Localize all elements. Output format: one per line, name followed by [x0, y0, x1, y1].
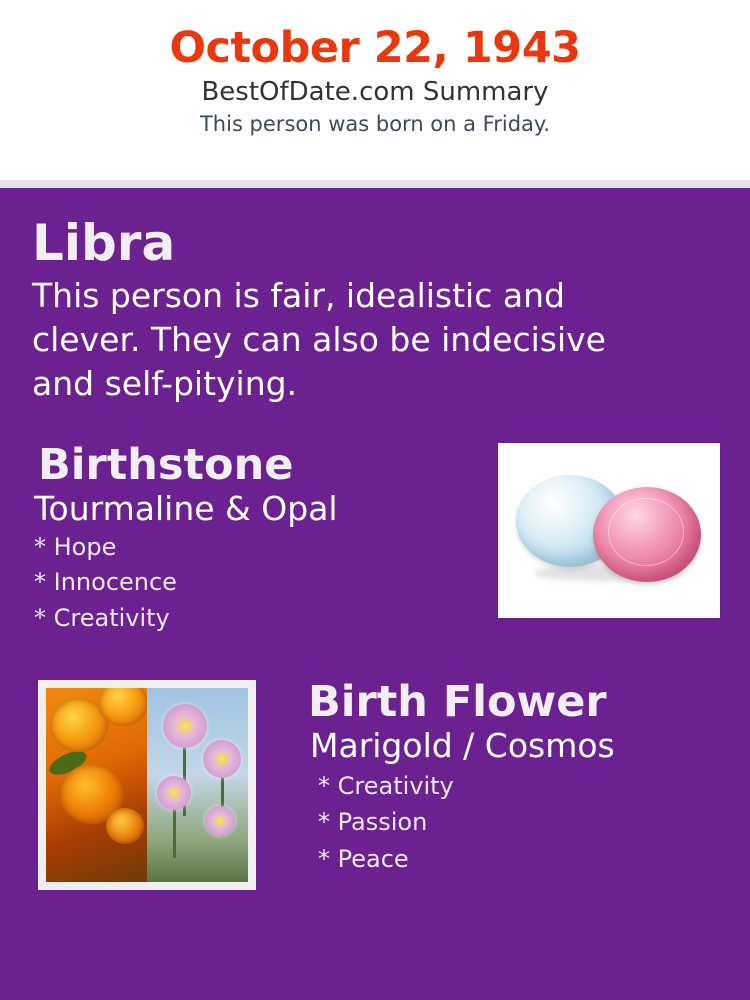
- birthflower-section: [30, 676, 720, 910]
- birthstone-title: Birthstone: [38, 439, 294, 490]
- birthstone-names: Tourmaline & Opal: [34, 488, 338, 528]
- zodiac-sign-title: Libra: [32, 214, 176, 272]
- marigold-bloom: [98, 688, 147, 726]
- header-divider: [0, 180, 750, 188]
- zodiac-description: This person is fair, idealistic and clever. They can also be indecisive and self-pitying.: [32, 276, 606, 404]
- cosmos-bloom: [203, 740, 241, 778]
- tourmaline-gem-icon: [593, 487, 701, 582]
- content-panel: [0, 188, 750, 1000]
- birthstone-section: [30, 439, 720, 658]
- birthstone-text: [30, 439, 470, 632]
- zodiac-section: [30, 214, 720, 407]
- cosmos-bloom: [157, 776, 191, 810]
- birthflower-image-inner: [46, 688, 248, 882]
- marigold-photo: [46, 688, 147, 882]
- cosmos-stem: [173, 808, 176, 858]
- list-item: * Passion: [318, 808, 428, 837]
- site-summary-label: BestOfDate.com Summary: [201, 77, 549, 108]
- marigold-bloom: [106, 808, 144, 844]
- list-item: * Creativity: [318, 771, 454, 800]
- cosmos-photo: [147, 688, 248, 882]
- page-title: October 22, 1943: [169, 23, 581, 73]
- header: [0, 0, 750, 180]
- birthstone-image-inner: [508, 453, 710, 608]
- list-item: * Innocence: [34, 568, 177, 597]
- birthflower-title: Birth Flower: [308, 676, 607, 727]
- cosmos-bloom: [205, 806, 235, 836]
- birthflower-text: [280, 676, 720, 873]
- birthstone-image: [498, 443, 720, 618]
- birth-weekday-text: This person was born on a Friday.: [199, 112, 551, 137]
- cosmos-bloom: [163, 704, 207, 748]
- list-item: * Hope: [34, 532, 117, 561]
- birthflower-image: [38, 680, 256, 890]
- birthflower-names: Marigold / Cosmos: [310, 725, 615, 765]
- list-item: * Creativity: [34, 603, 170, 632]
- list-item: * Peace: [318, 844, 409, 873]
